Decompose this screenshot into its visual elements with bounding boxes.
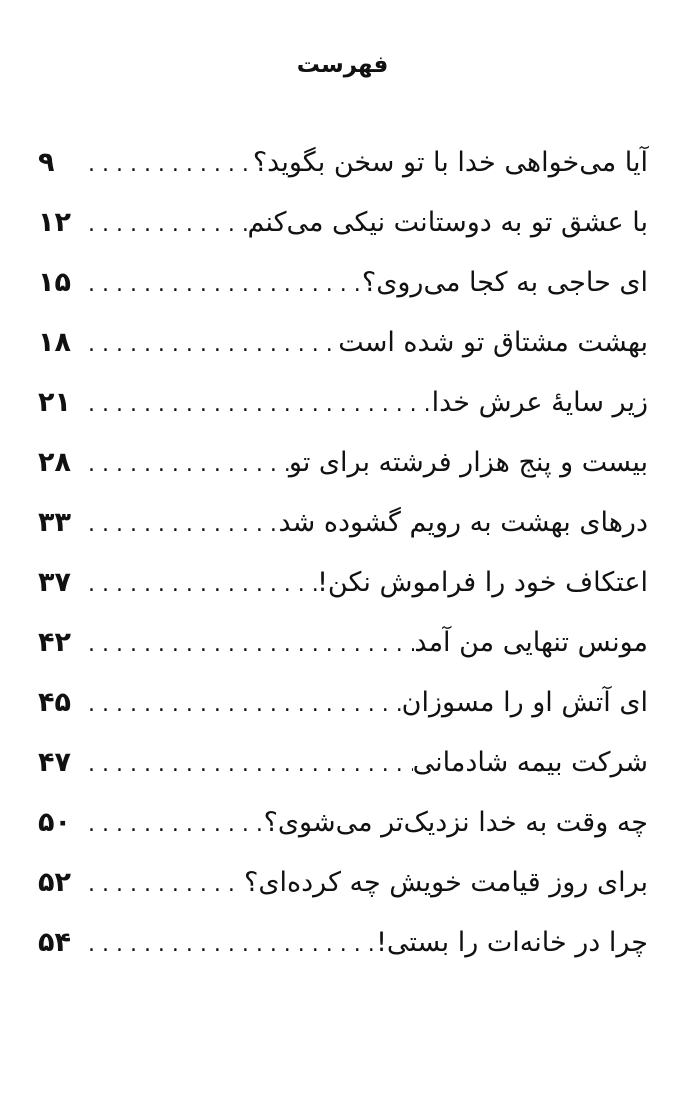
toc-page-number: ۵۲ [38, 867, 71, 898]
toc-entry [38, 493, 648, 553]
toc-entry-title: آیا می‌خواهی خدا با تو سخن بگوید؟ [252, 147, 648, 178]
page-title: فهرست [296, 52, 389, 78]
toc-page-number: ۴۷ [38, 747, 71, 778]
toc-entry [38, 133, 648, 193]
toc-page-number: ۵۴ [38, 927, 71, 958]
toc-entry [38, 673, 648, 733]
dot-leader [82, 915, 376, 975]
toc-page-number: ۱۸ [38, 327, 71, 358]
toc-entry-title: مونس تنهایی من آمد [414, 627, 648, 658]
toc-entry [38, 553, 648, 613]
toc-entry-title: بهشت مشتاق تو شده است [338, 327, 648, 358]
toc-page-number: ۱۵ [38, 267, 71, 298]
toc-entry [38, 853, 648, 913]
toc-entry [38, 793, 648, 853]
toc-entry-title: درهای بهشت به رویم گشوده شد [278, 507, 648, 538]
dot-leader [82, 315, 338, 375]
dot-leader [82, 855, 244, 915]
toc-entry [38, 913, 648, 973]
toc-entry [38, 253, 648, 313]
toc-entry [38, 193, 648, 253]
toc-entry-title: بیست و پنج هزار فرشته برای تو [288, 447, 648, 478]
toc-entry-title: شرکت بیمه شادمانی [412, 747, 648, 778]
toc-entry-title: چرا در خانه‌ات را بستی! [376, 927, 648, 958]
dot-leader [82, 735, 413, 795]
toc-entry [38, 313, 648, 373]
dot-leader [82, 675, 402, 735]
table-of-contents [38, 133, 648, 973]
toc-page-number: ۴۵ [38, 687, 71, 718]
dot-leader [82, 375, 432, 435]
toc-entry-title: ای آتش او را مسوزان [401, 687, 648, 718]
toc-entry [38, 373, 648, 433]
toc-entry-title: با عشق تو به دوستانت نیکی می‌کنم [247, 207, 648, 238]
dot-leader [82, 435, 289, 495]
toc-page-number: ۹ [38, 147, 55, 178]
toc-page-number: ۳۷ [38, 567, 71, 598]
toc-entry-title: ای حاجی به کجا می‌روی؟ [361, 267, 648, 298]
dot-leader [82, 795, 264, 855]
toc-page-number: ۴۲ [38, 627, 71, 658]
toc-entry-title: زیر سایهٔ عرش خدا [431, 387, 648, 418]
toc-page-number: ۵۰ [38, 807, 71, 838]
dot-leader [82, 495, 278, 555]
toc-page-number: ۱۲ [38, 207, 71, 238]
dot-leader [82, 615, 414, 675]
toc-entry [38, 433, 648, 493]
toc-entry-title: اعتکاف خود را فراموش نکن! [317, 567, 648, 598]
toc-page-number: ۳۳ [38, 507, 71, 538]
toc-page-number: ۲۱ [38, 387, 71, 418]
dot-leader [82, 195, 247, 255]
toc-entry [38, 613, 648, 673]
toc-entry-title: چه وقت به خدا نزدیک‌تر می‌شوی؟ [263, 807, 648, 838]
dot-leader [82, 555, 317, 615]
dot-leader [82, 135, 253, 195]
toc-entry [38, 733, 648, 793]
toc-page-number: ۲۸ [38, 447, 71, 478]
dot-leader [82, 255, 362, 315]
toc-entry-title: برای روز قیامت خویش چه کرده‌ای؟ [244, 867, 648, 898]
